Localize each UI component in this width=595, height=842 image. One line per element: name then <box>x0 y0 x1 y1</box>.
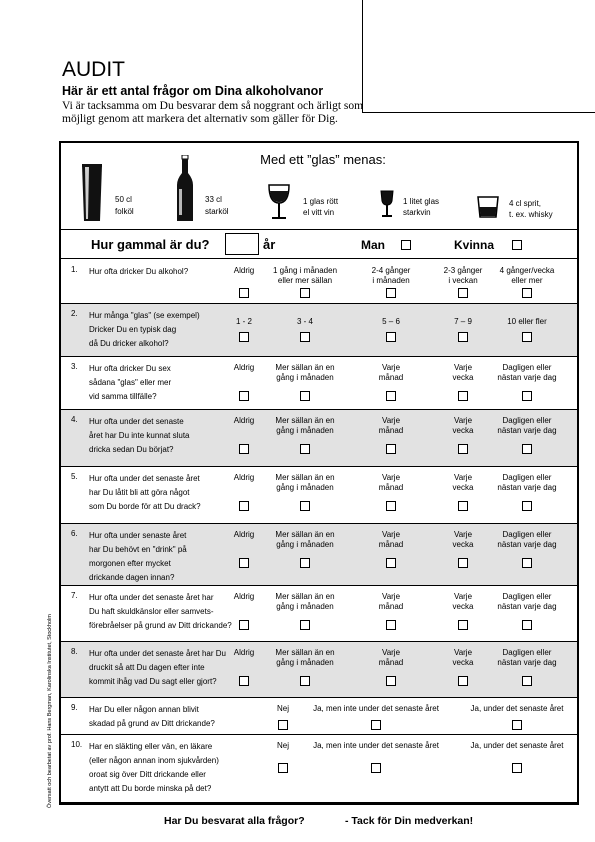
answer-option-line: Dagligen eller <box>502 648 552 657</box>
answer-checkbox[interactable] <box>239 676 249 686</box>
question-text-line: som Du borde för att Du drack? <box>89 502 201 511</box>
woman-label: Kvinna <box>454 238 495 252</box>
answer-option-label <box>234 363 254 373</box>
question-number: 4. <box>71 415 78 424</box>
question-text-line: morgonen efter mycket <box>89 559 171 568</box>
answer-checkbox[interactable] <box>386 676 396 686</box>
questionnaire-form <box>59 141 579 805</box>
answer-option-line: Dagligen eller <box>502 473 552 482</box>
question-number: 9. <box>71 703 78 712</box>
drink-item-vin: 1 glas rött el vitt vin <box>267 183 367 227</box>
question-number: 8. <box>71 647 78 656</box>
answer-checkbox[interactable] <box>386 391 396 401</box>
answer-option-line: månad <box>378 540 404 549</box>
answer-option-label <box>275 530 334 550</box>
answer-checkbox[interactable] <box>522 501 532 511</box>
question-row <box>61 735 577 803</box>
answer-option-line: Varje <box>453 416 473 425</box>
answer-checkbox[interactable] <box>522 444 532 454</box>
answer-checkbox[interactable] <box>300 676 310 686</box>
page-title: AUDIT <box>62 58 125 81</box>
footer-question: Har Du besvarat alla frågor? <box>164 815 305 827</box>
answer-option-line: Mer sällan än en <box>275 473 335 482</box>
answer-option-label <box>379 648 403 668</box>
answer-checkbox[interactable] <box>386 288 396 298</box>
answer-checkbox[interactable] <box>371 763 381 773</box>
intro-text: Vi är tacksamma om Du besvarar dem så noggrant och ärligt som möjligt genom att markera det alternativ som gäller för Dig. <box>62 100 364 125</box>
question-number: 3. <box>71 362 78 371</box>
answer-option-line: 1 gång i månaden <box>272 266 338 275</box>
question-text <box>89 472 201 514</box>
answer-checkbox[interactable] <box>522 332 532 342</box>
answer-option-label <box>497 363 556 383</box>
question-text <box>89 591 232 633</box>
answer-checkbox[interactable] <box>522 391 532 401</box>
question-number: 10. <box>71 740 83 749</box>
answer-option-label <box>234 530 254 540</box>
answer-option-label <box>471 741 564 751</box>
answer-option-label <box>453 648 474 668</box>
answer-option-line: i månaden <box>372 276 410 285</box>
age-unit: år <box>263 237 276 252</box>
answer-checkbox[interactable] <box>278 763 288 773</box>
answer-option-line: Nej <box>276 741 290 750</box>
question-row <box>61 698 577 735</box>
answer-checkbox[interactable] <box>386 332 396 342</box>
answer-option-line: vecka <box>452 540 474 549</box>
answer-checkbox[interactable] <box>522 558 532 568</box>
answer-option-label <box>497 648 556 668</box>
answer-checkbox[interactable] <box>458 288 468 298</box>
question-text-line: drickande dagen innan? <box>89 573 175 582</box>
answer-option-line: Dagligen eller <box>502 363 552 372</box>
question-number: 5. <box>71 472 78 481</box>
question-text <box>89 529 187 585</box>
answer-option-line: Nej <box>276 704 290 713</box>
answer-option-line: 10 eller fler <box>507 317 547 326</box>
answer-option-line: gång i månaden <box>276 602 334 611</box>
answer-option-line: Varje <box>453 530 473 539</box>
answer-checkbox[interactable] <box>522 676 532 686</box>
answer-checkbox[interactable] <box>300 444 310 454</box>
answer-option-line: 3 - 4 <box>296 317 314 326</box>
answer-option-label <box>497 473 556 493</box>
answer-checkbox[interactable] <box>386 620 396 630</box>
answer-option-label <box>275 592 334 612</box>
question-text-line: antytt att Du borde minska på det? <box>89 784 212 793</box>
answer-option-line: nästan varje dag <box>497 540 557 549</box>
age-label: Hur gammal är du? <box>91 237 210 252</box>
answer-option-label <box>234 266 254 276</box>
answer-checkbox[interactable] <box>386 558 396 568</box>
answer-option-line: Varje <box>381 530 401 539</box>
question-text-line: Hur ofta dricker Du sex <box>89 364 171 373</box>
question-text-line: druckit så att Du dagen efter inte <box>89 663 205 672</box>
answer-option-line: vecka <box>452 602 474 611</box>
answer-option-line: Varje <box>453 648 473 657</box>
answer-option-line: gång i månaden <box>276 540 334 549</box>
answer-option-line: vecka <box>452 426 474 435</box>
answer-option-label <box>507 317 547 327</box>
question-text <box>89 647 226 689</box>
answer-option-label <box>444 266 483 286</box>
drink-item-sprit: 4 cl sprit, t. ex. whisky <box>477 195 577 229</box>
answer-option-line: vecka <box>452 373 474 382</box>
answer-option-line: gång i månaden <box>276 426 334 435</box>
answer-option-line: Aldrig <box>233 592 255 601</box>
answer-option-label <box>234 592 254 602</box>
answer-checkbox[interactable] <box>300 332 310 342</box>
answer-option-line: Aldrig <box>233 473 255 482</box>
question-text <box>89 265 188 279</box>
answer-option-line: vecka <box>452 483 474 492</box>
answer-option-label <box>497 592 556 612</box>
question-text-line: då Du dricker alkohol? <box>89 339 169 348</box>
answer-option-line: Varje <box>381 473 401 482</box>
answer-option-label <box>453 530 474 550</box>
answer-checkbox[interactable] <box>371 720 381 730</box>
answer-checkbox[interactable] <box>239 558 249 568</box>
question-number: 2. <box>71 309 78 318</box>
answer-option-label <box>379 416 403 436</box>
answer-option-line: månad <box>378 426 404 435</box>
question-text-line: Har en släkting eller vän, en läkare <box>89 742 213 751</box>
answer-checkbox[interactable] <box>458 444 468 454</box>
question-row <box>61 304 577 357</box>
drink-item-folkol: 50 cl folköl <box>79 161 169 225</box>
question-number: 6. <box>71 529 78 538</box>
answer-option-label <box>500 266 555 286</box>
answer-option-label <box>273 266 337 286</box>
question-number: 1. <box>71 265 78 274</box>
answer-option-line: Dagligen eller <box>502 530 552 539</box>
question-text <box>89 309 200 351</box>
answer-checkbox[interactable] <box>386 501 396 511</box>
answer-option-line: Aldrig <box>233 266 255 275</box>
answer-option-label <box>275 363 334 383</box>
answer-checkbox[interactable] <box>300 288 310 298</box>
question-text-line: Hur ofta dricker Du alkohol? <box>89 267 189 276</box>
answer-checkbox[interactable] <box>239 391 249 401</box>
question-text <box>89 740 219 796</box>
answer-option-label <box>497 416 556 436</box>
answer-option-label <box>454 317 472 327</box>
answer-option-label <box>275 648 334 668</box>
age-input[interactable] <box>225 233 259 255</box>
answer-option-label <box>382 317 400 327</box>
question-text <box>89 415 190 457</box>
answer-checkbox[interactable] <box>458 501 468 511</box>
age-sex-row <box>61 229 577 259</box>
question-text-line: vid samma tillfälle? <box>89 392 157 401</box>
answer-option-line: 5 – 6 <box>382 317 400 326</box>
question-text-line: Hur ofta under det senaste <box>89 417 184 426</box>
answer-checkbox[interactable] <box>239 501 249 511</box>
answer-checkbox[interactable] <box>458 676 468 686</box>
answer-checkbox[interactable] <box>522 288 532 298</box>
answer-option-label <box>236 317 252 327</box>
question-text-line: förebråelser på grund av Ditt drickande? <box>89 621 232 630</box>
answer-option-label <box>234 416 254 426</box>
answer-checkbox[interactable] <box>239 620 249 630</box>
answer-option-label <box>234 473 254 483</box>
question-row <box>61 260 577 304</box>
answer-option-line: Ja, men inte under det senaste året <box>313 704 439 713</box>
answer-option-label <box>453 592 474 612</box>
answer-option-line: nästan varje dag <box>497 426 557 435</box>
answer-option-line: i veckan <box>448 276 478 285</box>
translation-credit: Översatt och bearbetat av prof. Hans Bergman, Karolinska Institutet, Stockholm <box>47 614 53 808</box>
answer-option-line: Mer sällan än en <box>275 416 335 425</box>
answer-option-label <box>277 741 289 751</box>
man-checkbox[interactable] <box>401 240 411 250</box>
answer-option-line: vecka <box>452 658 474 667</box>
answer-option-line: Ja, under det senaste året <box>470 704 564 713</box>
answer-option-label <box>313 704 439 714</box>
question-text-line: dricka sedan Du börjat? <box>89 445 174 454</box>
answer-option-line: Varje <box>381 592 401 601</box>
answer-option-line: Mer sällan än en <box>275 648 335 657</box>
answer-option-line: Mer sällan än en <box>275 530 335 539</box>
answer-option-line: gång i månaden <box>276 373 334 382</box>
question-row <box>61 642 577 698</box>
question-text-line: (eller någon annan inom sjukvården) <box>89 756 219 765</box>
answer-option-line: Ja, under det senaste året <box>470 741 564 750</box>
answer-checkbox[interactable] <box>239 288 249 298</box>
answer-option-label <box>313 741 439 751</box>
answer-option-label <box>379 530 403 550</box>
question-text-line: Hur ofta under det senaste året <box>89 474 200 483</box>
question-text-line: oroat sig över Ditt drickande eller <box>89 770 206 779</box>
answer-option-line: Dagligen eller <box>502 592 552 601</box>
question-text-line: Hur ofta under det senaste året har Du <box>89 649 226 658</box>
answer-checkbox[interactable] <box>512 763 522 773</box>
answer-option-line: Aldrig <box>233 416 255 425</box>
question-text-line: Hur ofta under det senaste året har <box>89 593 214 602</box>
answer-option-line: månad <box>378 658 404 667</box>
answer-checkbox[interactable] <box>239 444 249 454</box>
question-row <box>61 524 577 586</box>
answer-option-line: Dagligen eller <box>502 416 552 425</box>
answer-checkbox[interactable] <box>300 501 310 511</box>
question-number: 7. <box>71 591 78 600</box>
answer-option-line: Varje <box>381 363 401 372</box>
answer-checkbox[interactable] <box>300 620 310 630</box>
answer-checkbox[interactable] <box>300 558 310 568</box>
answer-option-label <box>277 704 289 714</box>
answer-option-line: eller mer <box>511 276 543 285</box>
answer-option-label <box>297 317 313 327</box>
answer-checkbox[interactable] <box>300 391 310 401</box>
answer-option-line: 7 – 9 <box>454 317 472 326</box>
answer-option-line: eller mer sällan <box>277 276 333 285</box>
question-text-line: Hur många "glas" (se exempel) <box>89 311 200 320</box>
question-text <box>89 703 215 731</box>
sherry-glass-icon <box>379 189 395 219</box>
answer-option-line: nästan varje dag <box>497 483 557 492</box>
answer-option-line: Aldrig <box>233 363 255 372</box>
answer-option-line: gång i månaden <box>276 658 334 667</box>
answer-option-label <box>453 416 474 436</box>
question-text <box>89 362 171 404</box>
answer-option-line: Varje <box>453 592 473 601</box>
question-text-line: året har Du inte kunnat sluta <box>89 431 190 440</box>
answer-option-label <box>453 363 474 383</box>
answer-option-label <box>453 473 474 493</box>
answer-option-label <box>379 592 403 612</box>
answer-checkbox[interactable] <box>239 332 249 342</box>
question-text-line: Dricker Du en typisk dag <box>89 325 177 334</box>
man-label: Man <box>361 238 385 252</box>
answer-option-label <box>379 363 403 383</box>
answer-checkbox[interactable] <box>458 558 468 568</box>
question-text-line: har Du behövt en "drink" på <box>89 545 187 554</box>
answer-checkbox[interactable] <box>458 620 468 630</box>
wine-glass-icon <box>267 183 291 221</box>
answer-checkbox[interactable] <box>458 332 468 342</box>
answer-checkbox[interactable] <box>278 720 288 730</box>
question-row <box>61 586 577 642</box>
answer-option-line: 1 - 2 <box>235 317 253 326</box>
answer-option-label <box>275 473 334 493</box>
answer-option-line: Varje <box>381 416 401 425</box>
footer-thanks: - Tack för Din medverkan! <box>345 815 474 827</box>
answer-option-line: Aldrig <box>233 530 255 539</box>
question-text-line: Har Du eller någon annan blivit <box>89 705 199 714</box>
page-subtitle: Här är ett antal frågor om Dina alkoholvanor <box>62 84 324 98</box>
question-row <box>61 410 577 467</box>
answer-option-line: Ja, men inte under det senaste året <box>313 741 439 750</box>
answer-option-label <box>234 648 254 658</box>
answer-option-label <box>379 473 403 493</box>
answer-option-line: Varje <box>381 648 401 657</box>
answer-option-line: Aldrig <box>233 648 255 657</box>
whisky-glass-icon <box>477 195 499 219</box>
answer-option-line: månad <box>378 373 404 382</box>
answer-option-line: Mer sällan än en <box>275 592 335 601</box>
glas-definition-title: Med ett ”glas” menas: <box>260 152 386 167</box>
answer-option-line: månad <box>378 483 404 492</box>
answer-option-line: gång i månaden <box>276 483 334 492</box>
question-text-line: skadad på grund av Ditt drickande? <box>89 719 215 728</box>
answer-option-label <box>275 416 334 436</box>
question-text-line: har Du låtit bli att göra något <box>89 488 190 497</box>
woman-checkbox[interactable] <box>512 240 522 250</box>
answer-checkbox[interactable] <box>458 391 468 401</box>
answer-checkbox[interactable] <box>522 620 532 630</box>
answer-option-line: 2-3 gånger <box>443 266 483 275</box>
answer-option-line: månad <box>378 602 404 611</box>
answer-option-label <box>372 266 411 286</box>
beer-glass-icon <box>79 161 105 223</box>
answer-option-line: Varje <box>453 473 473 482</box>
answer-option-label <box>497 530 556 550</box>
drink-item-starkol: 33 cl starköl <box>175 155 265 225</box>
answer-checkbox[interactable] <box>512 720 522 730</box>
answer-option-line: Varje <box>453 363 473 372</box>
answer-option-line: 2-4 gånger <box>371 266 411 275</box>
answer-option-line: nästan varje dag <box>497 602 557 611</box>
question-text-line: sådana "glas" eller mer <box>89 378 172 387</box>
question-row <box>61 467 577 524</box>
question-text-line: kommit ihåg vad Du sagt eller gjort? <box>89 677 217 686</box>
answer-option-line: 4 gånger/vecka <box>499 266 555 275</box>
beer-bottle-icon <box>175 155 195 223</box>
answer-option-line: nästan varje dag <box>497 373 557 382</box>
question-text-line: Hur ofta under senaste året <box>89 531 187 540</box>
answer-checkbox[interactable] <box>386 444 396 454</box>
answer-option-line: nästan varje dag <box>497 658 557 667</box>
question-row <box>61 357 577 410</box>
answer-option-line: Mer sällan än en <box>275 363 335 372</box>
question-text-line: Du haft skuldkänslor eller samvets- <box>89 607 214 616</box>
drink-item-starkvin: 1 litet glas starkvin <box>379 189 469 227</box>
answer-option-label <box>471 704 564 714</box>
office-use-box <box>362 0 595 113</box>
